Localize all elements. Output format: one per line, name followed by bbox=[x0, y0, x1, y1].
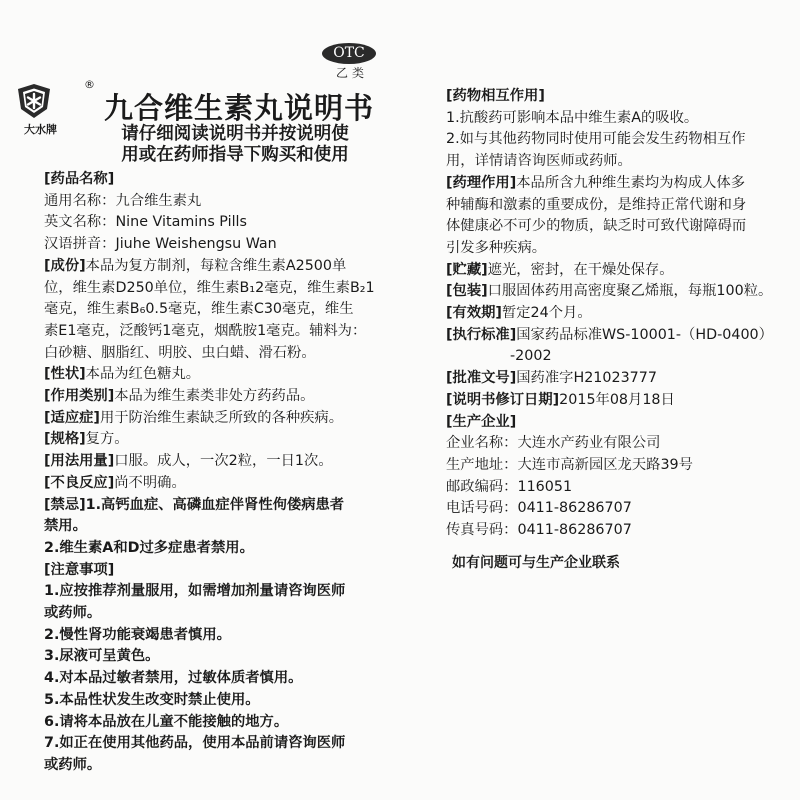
line-text: 口服固体药用高密度聚乙烯瓶，每瓶100粒。 bbox=[487, 283, 773, 300]
text-line bbox=[446, 86, 773, 108]
right-column bbox=[446, 86, 773, 542]
text-line bbox=[446, 346, 773, 368]
line-text: 白砂糖、胭脂红、明胶、虫白蜡、滑石粉。 bbox=[44, 344, 316, 361]
line-text: 尚不明确。 bbox=[114, 474, 186, 491]
text-line bbox=[44, 755, 375, 777]
text-line bbox=[446, 390, 773, 412]
line-text: 遮光，密封，在干燥处保存。 bbox=[487, 261, 674, 278]
text-line bbox=[446, 238, 773, 260]
text-line bbox=[446, 195, 773, 217]
line-text: 2.如与其他药物同时使用可能会发生药物相互作 bbox=[446, 131, 746, 148]
text-line bbox=[44, 560, 375, 582]
text-line bbox=[44, 212, 375, 234]
line-text: 英文名称：Nine Vitamins Pills bbox=[44, 214, 247, 231]
text-line bbox=[44, 321, 375, 343]
text-line bbox=[44, 278, 375, 300]
text-line bbox=[446, 281, 773, 303]
text-line bbox=[44, 538, 375, 560]
text-line bbox=[446, 303, 773, 325]
section-label: [贮藏] bbox=[446, 261, 488, 278]
section-label: [药物相互作用] bbox=[446, 88, 545, 104]
text-line bbox=[44, 386, 375, 408]
text-line bbox=[44, 712, 375, 734]
text-line bbox=[44, 646, 375, 668]
text-line bbox=[44, 690, 375, 712]
line-text: 企业名称：大连水产药业有限公司 bbox=[446, 435, 661, 452]
line-text: 1.应按推荐剂量服用，如需增加剂量请咨询医师 bbox=[44, 583, 346, 600]
text-line bbox=[446, 216, 773, 238]
text-line bbox=[44, 429, 375, 451]
section-label: [有效期] bbox=[446, 305, 502, 322]
text-line bbox=[44, 191, 375, 213]
text-line bbox=[44, 408, 375, 430]
line-text: 传真号码：0411-86286707 bbox=[446, 522, 632, 539]
line-text: 种辅酶和激素的重要成份，是维持正常代谢和身 bbox=[446, 196, 747, 213]
text-line bbox=[44, 581, 375, 603]
text-line bbox=[44, 343, 375, 365]
line-text: 1.高钙血症、高磷血症伴肾性佝偻病患者 bbox=[85, 496, 345, 513]
line-text: 本品为红色糖丸。 bbox=[85, 366, 201, 383]
text-line bbox=[44, 473, 375, 495]
text-line bbox=[446, 325, 773, 347]
line-text: 国家药品标准WS-10001-（HD-0400） bbox=[516, 326, 773, 343]
line-text: 复方。 bbox=[85, 431, 129, 448]
line-text: 7.如正在使用其他药品，使用本品前请咨询医师 bbox=[44, 735, 346, 752]
text-line bbox=[446, 477, 773, 499]
line-text: 本品为维生素类非处方药药品。 bbox=[114, 388, 315, 405]
line-text: 2.慢性肾功能衰竭患者慎用。 bbox=[44, 626, 231, 643]
section-label: [药品名称] bbox=[44, 171, 115, 187]
text-line bbox=[446, 412, 773, 434]
section-label: [规格] bbox=[44, 431, 86, 448]
section-label: [注意事项] bbox=[44, 561, 115, 578]
line-text: 生产地址：大连市高新园区龙天路39号 bbox=[446, 456, 693, 473]
text-line bbox=[44, 733, 375, 755]
line-text: 本品为复方制剂，每粒含维生素A2500单 bbox=[85, 257, 347, 274]
section-label: [批准文号] bbox=[446, 370, 517, 387]
line-text: 2015年08月18日 bbox=[559, 391, 675, 408]
text-line bbox=[44, 299, 375, 321]
left-column bbox=[44, 169, 375, 777]
section-label: [药理作用] bbox=[446, 174, 517, 191]
text-line bbox=[446, 498, 773, 520]
text-line bbox=[446, 368, 773, 390]
text-line bbox=[44, 495, 375, 517]
contact-note: 如有问题可与生产企业联系 bbox=[452, 555, 620, 571]
subtitle-line-2: 用或在药师指导下购买和使用 bbox=[121, 145, 349, 165]
line-text: 位，维生素D250单位，维生素B₁2毫克，维生素B₂1 bbox=[44, 279, 375, 296]
text-line bbox=[44, 625, 375, 647]
line-text: 电话号码：0411-86286707 bbox=[446, 500, 632, 517]
line-text: 口服。成人，一次2粒，一日1次。 bbox=[114, 453, 333, 470]
text-line bbox=[446, 260, 773, 282]
document-title: 九合维生素丸说明书 bbox=[104, 91, 375, 125]
line-text: 用于防治维生素缺乏所致的各种疾病。 bbox=[99, 409, 344, 426]
line-text: 本品所含九种维生素均为构成人体多 bbox=[516, 174, 746, 191]
section-label: [不良反应] bbox=[44, 474, 115, 491]
section-label: [作用类别] bbox=[44, 388, 115, 405]
line-text: 用，详情请咨询医师或药师。 bbox=[446, 153, 632, 170]
section-label: [执行标准] bbox=[446, 326, 517, 343]
line-text: 通用名称：九合维生素丸 bbox=[44, 192, 202, 209]
otc-badge: OTC bbox=[322, 43, 376, 64]
line-text: 体健康必不可少的物质，缺乏时可致代谢障碍而 bbox=[446, 218, 747, 235]
text-line bbox=[44, 256, 375, 278]
text-line bbox=[44, 451, 375, 473]
line-text: 引发多种疾病。 bbox=[446, 239, 547, 256]
line-text: 国药准字H21023777 bbox=[516, 370, 657, 387]
line-text: 5.本品性状发生改变时禁止使用。 bbox=[44, 691, 260, 708]
text-line bbox=[446, 108, 773, 130]
line-text: 3.尿液可呈黄色。 bbox=[44, 648, 160, 665]
registered-mark: ® bbox=[84, 78, 95, 91]
line-text: 6.请将本品放在儿童不能接触的地方。 bbox=[44, 713, 289, 730]
section-label: [生产企业] bbox=[446, 413, 517, 430]
text-line bbox=[446, 455, 773, 477]
text-line bbox=[44, 668, 375, 690]
text-line bbox=[446, 433, 773, 455]
line-text: 禁用。 bbox=[44, 518, 87, 535]
text-line bbox=[44, 603, 375, 625]
line-text: 1.抗酸药可影响本品中维生素A的吸收。 bbox=[446, 109, 699, 126]
section-label: [包装] bbox=[446, 283, 488, 300]
line-text: 汉语拼音：Jiuhe Weishengsu Wan bbox=[44, 236, 277, 253]
text-line bbox=[446, 520, 773, 542]
text-line bbox=[446, 151, 773, 173]
section-label: [适应症] bbox=[44, 409, 100, 426]
section-label: [成份] bbox=[44, 257, 86, 274]
brand-name: 大水牌 bbox=[24, 123, 57, 136]
line-text: 4.对本品过敏者禁用，过敏体质者慎用。 bbox=[44, 670, 303, 687]
line-text: 暂定24个月。 bbox=[501, 305, 592, 322]
line-text: -2002 bbox=[510, 348, 552, 365]
text-line bbox=[446, 129, 773, 151]
line-text: 或药师。 bbox=[44, 756, 102, 773]
section-label: [用法用量] bbox=[44, 453, 115, 470]
text-line bbox=[44, 516, 375, 538]
subtitle-line-1: 请仔细阅读说明书并按说明使 bbox=[121, 124, 349, 144]
section-label: [禁忌] bbox=[44, 496, 86, 513]
subtitle bbox=[110, 124, 360, 166]
line-text: 或药师。 bbox=[44, 605, 102, 622]
brand-logo-icon bbox=[14, 83, 54, 119]
text-line bbox=[446, 173, 773, 195]
text-line bbox=[44, 364, 375, 386]
otc-class: 乙类 bbox=[336, 66, 369, 80]
line-text: 邮政编码：116051 bbox=[446, 478, 573, 495]
line-text: 2.维生素A和D过多症患者禁用。 bbox=[44, 539, 254, 556]
section-label: [说明书修订日期] bbox=[446, 391, 560, 408]
text-line bbox=[44, 169, 375, 191]
text-line bbox=[44, 234, 375, 256]
line-text: 毫克，维生素B₆0.5毫克，维生素C30毫克，维生 bbox=[44, 301, 354, 318]
line-text: 素E1毫克，泛酸钙1毫克，烟酰胺1毫克。辅料为： bbox=[44, 322, 367, 339]
section-label: [性状] bbox=[44, 366, 86, 383]
